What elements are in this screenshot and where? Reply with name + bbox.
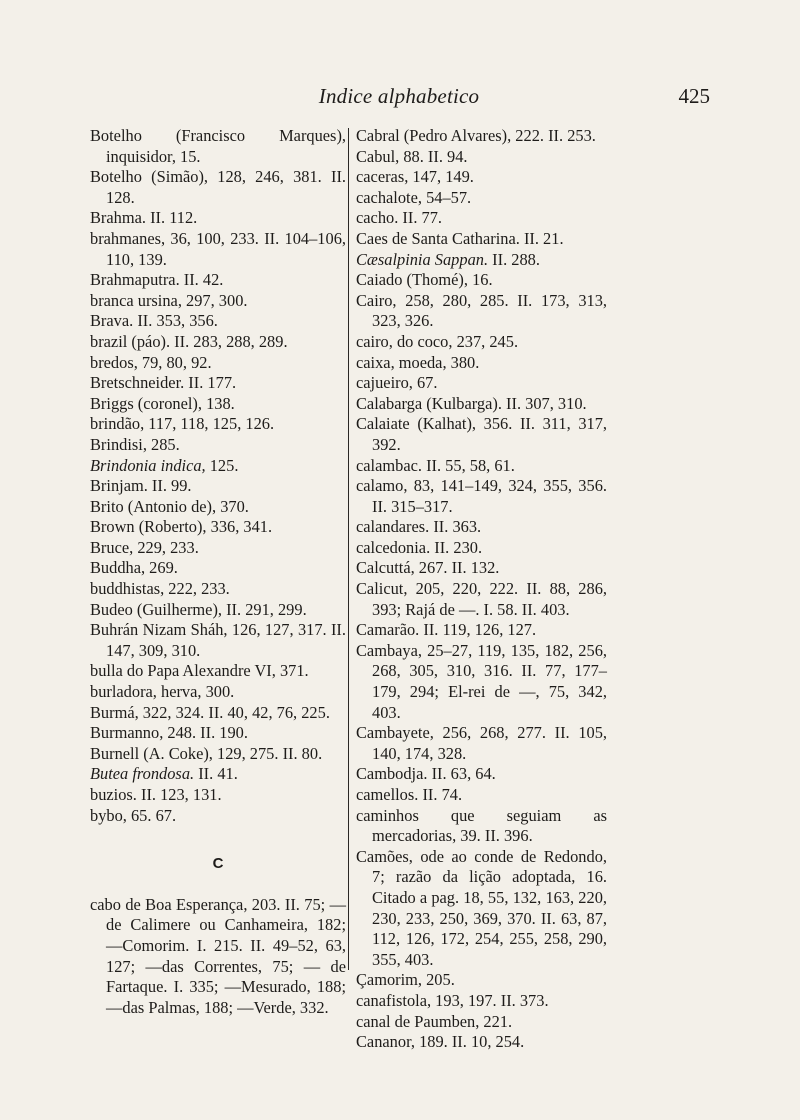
- section-letter-c: C: [212, 855, 224, 873]
- index-entry: Briggs (coronel), 138.: [90, 393, 235, 413]
- index-entry: Botelho (Simão), 128, 246, 381. II. 128.: [90, 167, 346, 207]
- index-entry: canafistola, 193, 197. II. 373.: [356, 990, 549, 1010]
- index-entry: Caiado (Thomé), 16.: [356, 270, 493, 290]
- index-entry: Camões, ode ao conde de Redondo, 7; razão da lição adoptada, 16. Citado a pag. 18, 55, 132, 163, 220, 230, 233, 250, 369, 370. II. 63, 87, 112, 126, 172, 254, 255, 258, 290, 355, 403.: [356, 846, 607, 969]
- index-entry: calandares. II. 363.: [356, 517, 482, 537]
- index-column-left: [90, 126, 346, 1018]
- entry-references: 125.: [205, 455, 239, 475]
- entry-term-italic: Brindonia indica,: [90, 455, 206, 475]
- running-title: Indice alphabetico: [318, 84, 480, 108]
- index-entry: brazil (páo). II. 283, 288, 289.: [90, 331, 288, 351]
- index-entry: Brahmaputra. II. 42.: [90, 270, 224, 290]
- index-entry: Burmanno, 248. II. 190.: [90, 723, 248, 743]
- entries-c: [90, 895, 346, 1019]
- index-entry: Cambaya, 25–27, 119, 135, 182, 256, 268, 305, 310, 316. II. 77, 177–179, 294; El-rei de —, 75, 342, 403.: [356, 640, 607, 722]
- index-entry: cajueiro, 67.: [356, 373, 438, 393]
- index-entry: [90, 456, 346, 477]
- index-entry: Calicut, 205, 220, 222. II. 88, 286, 393; Rajá de —. I. 58. II. 403.: [356, 579, 607, 619]
- index-entry: Brahma. II. 112.: [90, 208, 198, 228]
- index-entry: Budeo (Guilherme), II. 291, 299.: [90, 599, 307, 619]
- index-entry: Burnell (A. Coke), 129, 275. II. 80.: [90, 743, 323, 763]
- index-entry: Bretschneider. II. 177.: [90, 373, 237, 393]
- index-entry: Buddha, 269.: [90, 558, 178, 578]
- index-entry: Çamorim, 205.: [356, 970, 455, 990]
- index-column-right: [356, 126, 607, 1053]
- index-entry: Cairo, 258, 280, 285. II. 173, 313, 323, 326.: [356, 290, 607, 331]
- index-entry: buzios. II. 123, 131.: [90, 785, 222, 804]
- index-entry: Brava. II. 353, 356.: [90, 311, 218, 331]
- entry-references: II. 288.: [488, 249, 540, 269]
- index-entry: Brindisi, 285.: [90, 434, 180, 454]
- index-entry: brahmanes, 36, 100, 233. II. 104–106, 110, 139.: [90, 228, 346, 269]
- entry-references: II. 41.: [194, 764, 238, 784]
- index-entry: Calcuttá, 267. II. 132.: [356, 558, 500, 578]
- index-entry: buddhistas, 222, 233.: [90, 579, 230, 599]
- index-entry: bybo, 65. 67.: [90, 805, 177, 825]
- index-entry: Brown (Roberto), 336, 341.: [90, 517, 273, 537]
- index-entry: calcedonia. II. 230.: [356, 537, 483, 557]
- index-entry: Calaiate (Kalhat), 356. II. 311, 317, 392.: [356, 414, 607, 454]
- index-entry: Cabul, 88. II. 94.: [356, 146, 468, 166]
- index-entry: Camarão. II. 119, 126, 127.: [356, 620, 537, 640]
- index-entry: burladora, herva, 300.: [90, 682, 235, 702]
- index-entry: bulla do Papa Alexandre VI, 371.: [90, 661, 309, 681]
- page-header: [88, 84, 710, 114]
- index-entry: Brinjam. II. 99.: [90, 476, 192, 496]
- index-entry: Caes de Santa Catharina. II. 21.: [356, 228, 564, 248]
- index-entry: cachalote, 54–57.: [356, 187, 472, 207]
- index-entry: Cananor, 189. II. 10, 254.: [356, 1032, 525, 1052]
- index-entry: brindão, 117, 118, 125, 126.: [90, 414, 275, 434]
- index-entry: cairo, do coco, 237, 245.: [356, 331, 519, 351]
- index-entry: Bruce, 229, 233.: [90, 537, 199, 557]
- index-entry: Burmá, 322, 324. II. 40, 42, 76, 225.: [90, 702, 330, 722]
- index-entry: Cambodja. II. 63, 64.: [356, 764, 496, 784]
- index-entry: bredos, 79, 80, 92.: [90, 352, 212, 372]
- index-entry: Brito (Antonio de), 370.: [90, 496, 249, 516]
- index-entry: caceras, 147, 149.: [356, 167, 474, 187]
- index-entry: calambac. II. 55, 58, 61.: [356, 455, 515, 475]
- index-entry: calamo, 83, 141–149, 324, 355, 356. II. 315–317.: [356, 476, 607, 516]
- entry-term-italic: Cæsalpinia Sappan.: [356, 249, 489, 269]
- entry-term-italic: Butea frondosa.: [90, 764, 195, 784]
- index-entry: Cambayete, 256, 268, 277. II. 105, 140, 174, 328.: [356, 723, 607, 763]
- index-entry: Botelho (Francisco Marques), inquisidor, 15.: [90, 126, 346, 166]
- index-entry: cabo de Boa Esperança, 203. II. 75; —de Calimere ou Canhameira, 182; —Comorim. I. 215. II. 49–52, 63, 127; —das Correntes, 75; — de Fartaque. I. 335; —Mesurado, 188; —das Palmas, 188; —Verde, 332.: [90, 894, 346, 1017]
- index-entry: caminhos que seguiam as mercadorias, 39. II. 396.: [356, 805, 607, 846]
- index-entry: Calabarga (Kulbarga). II. 307, 310.: [356, 393, 587, 413]
- index-entry: camellos. II. 74.: [356, 785, 463, 804]
- index-entry: [356, 250, 607, 271]
- index-entry: caixa, moeda, 380.: [356, 352, 480, 372]
- column-divider: [348, 128, 349, 970]
- index-entry: [90, 764, 346, 785]
- entries-b: [90, 126, 346, 826]
- page-number: 425: [678, 84, 710, 108]
- index-entry: Cabral (Pedro Alvares), 222. II. 253.: [356, 126, 596, 145]
- index-entry: cacho. II. 77.: [356, 208, 443, 228]
- index-entry: canal de Paumben, 221.: [356, 1011, 513, 1031]
- index-entry: branca ursina, 297, 300.: [90, 290, 248, 310]
- index-entry: Buhrán Nizam Sháh, 126, 127, 317. II. 147, 309, 310.: [90, 620, 346, 660]
